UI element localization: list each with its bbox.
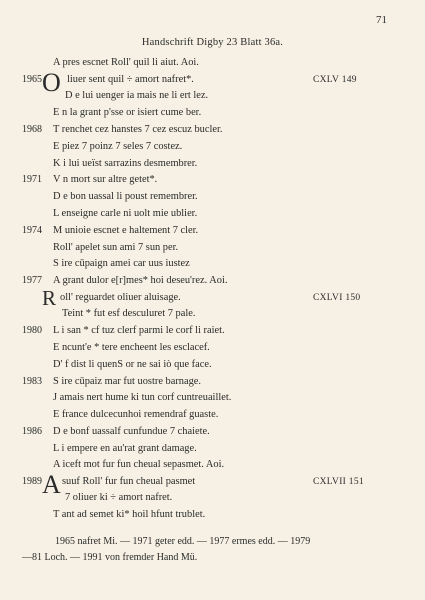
footnote-line: —81 Loch. — 1991 von fremder Hand Mü.: [22, 552, 198, 563]
line-number: 1971: [22, 174, 42, 185]
verse-text: K i lui ueïst sarrazins desmembrer.: [53, 158, 198, 169]
verse-text: D e bonf uassalf cunfundue 7 chaiete.: [53, 426, 210, 437]
verse-text: V n mort sur altre getet*.: [53, 174, 158, 185]
verse-text: Teint * fut esf desculuret 7 pale.: [62, 308, 196, 319]
verse-text: A pres escnet Roll' quil li aiut. Aoi.: [53, 57, 199, 68]
verse-text: E ncunt'e * tere encheent les esclacef.: [53, 342, 210, 353]
verse-text: L enseigne carle ni uolt mie ubliеr.: [53, 208, 198, 219]
verse-text: Roll' apelet sun ami 7 sun per.: [53, 242, 179, 253]
verse-text: T renchet cez hanstes 7 cez escuz bucler.: [53, 124, 223, 135]
verse-text: liuer sent quil ÷ amort nafret*.: [67, 74, 194, 85]
verse-line: [0, 156, 425, 172]
verse-text: A grant dulor e[r]mes* hoi deseu'rez. Aoi.: [53, 275, 228, 286]
footnotes: [0, 534, 425, 574]
verse-line: [0, 390, 425, 406]
verse-text: L i san * cf tuz clerf parmi le corf li raiet.: [53, 325, 225, 336]
verse-text: E n la grant p'sse or isiert cume ber.: [53, 107, 202, 118]
verse-line: [0, 424, 425, 440]
verse-text: E piez 7 poinz 7 seles 7 costez.: [53, 141, 183, 152]
verse-line: [0, 323, 425, 339]
verse-line: [0, 206, 425, 222]
margin-ref: CXLV 149: [313, 75, 357, 85]
line-number: 1980: [22, 325, 42, 336]
verse-line: [0, 88, 425, 104]
line-number: 1974: [22, 225, 42, 236]
verse-line: [0, 172, 425, 188]
verse-line: [0, 457, 425, 473]
verse-text: suuf Roll' fur fun cheual pasmet: [62, 476, 196, 487]
verse-line: [0, 474, 425, 490]
line-number: 1965: [22, 74, 42, 85]
line-number: 1968: [22, 124, 42, 135]
verse-text: E france dulcecunhoi remendraf guaste.: [53, 409, 219, 420]
verse-line: [0, 340, 425, 356]
verse-line: [0, 256, 425, 272]
verse-text: A iceft mot fur fun cheual sepasmet. Aoi.: [53, 459, 225, 470]
verse-line: [0, 441, 425, 457]
line-number: 1986: [22, 426, 42, 437]
line-number: 1983: [22, 376, 42, 387]
verse-text: S ire cūpaiz mar fut uostre barnage.: [53, 376, 202, 387]
verse-text: M unioie escnet e haltement 7 cler.: [53, 225, 199, 236]
drop-capital-a: A: [42, 470, 61, 499]
margin-ref: CXLVI 150: [313, 293, 361, 303]
drop-capital-r: R: [42, 286, 57, 310]
verse-line: [0, 306, 425, 322]
verse-line: [0, 139, 425, 155]
verse-line: [0, 357, 425, 373]
verse-text: S ire cūpaign amei car uus iustez: [53, 258, 190, 269]
verse-text: T ant ad semet ki* hoil hfunt trublet.: [53, 509, 206, 520]
verse-line: [0, 122, 425, 138]
verse-text: L i empere en au'rat grant damage.: [53, 443, 197, 454]
verse-line: [0, 490, 425, 506]
verse-line: [0, 55, 425, 71]
verse-line: [0, 507, 425, 523]
verse-text: D e bon uassal li poust remembrer.: [53, 191, 198, 202]
verse-text: J amais nert hume ki tun corf cuntreuaillet.: [53, 392, 232, 403]
margin-ref: CXLVII 151: [313, 477, 364, 487]
verse-text: 7 oliuer ki ÷ amort nafret.: [65, 492, 173, 503]
page-number: 71: [376, 14, 387, 26]
verse-line: [0, 223, 425, 239]
verse-line: [0, 189, 425, 205]
verse-line: [0, 374, 425, 390]
verse-text: oll' reguardet oliuer aluisage.: [60, 292, 181, 303]
footnote-line: 1965 nafret Mi. — 1971 geter edd. — 1977 ermes edd. — 1979: [55, 536, 311, 547]
verse-line: [0, 290, 425, 306]
verse-line: [0, 105, 425, 121]
line-number: 1977: [22, 275, 42, 286]
line-number: 1989: [22, 476, 42, 487]
drop-capital-o: O: [42, 68, 61, 97]
verse-line: [0, 240, 425, 256]
running-head: Handschrift Digby 23 Blatt 36a.: [141, 37, 284, 48]
verse-line: [0, 407, 425, 423]
verse-line: [0, 273, 425, 289]
verse-text: D' f dist li quenS or ne sai iò que face.: [53, 359, 212, 370]
verse-line: [0, 72, 425, 88]
verse-text: D e lui uenger ia mais ne li ert lez.: [65, 90, 209, 101]
